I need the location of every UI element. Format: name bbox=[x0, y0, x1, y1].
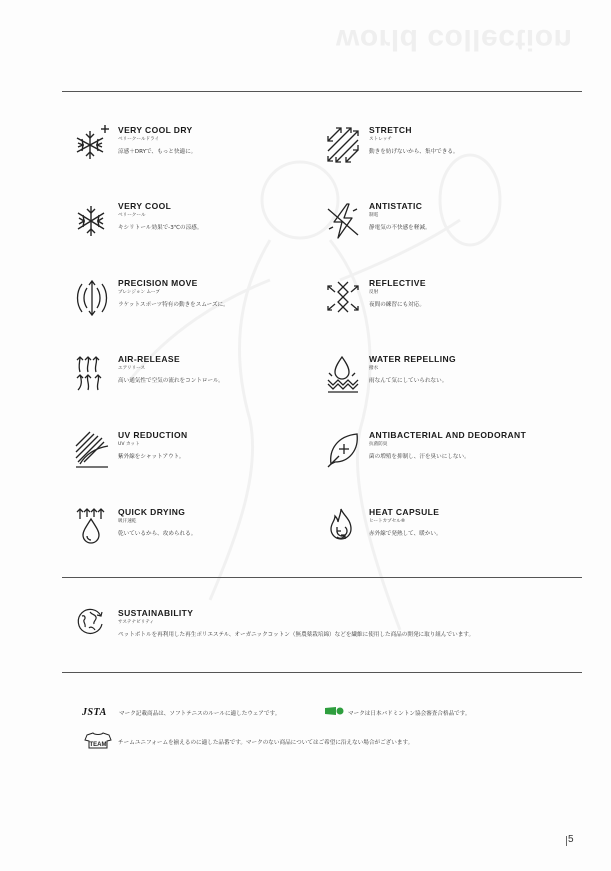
feature-name: UV REDUCTION bbox=[118, 430, 188, 440]
feature-very-cool bbox=[74, 201, 324, 255]
badminton-association-mark bbox=[324, 706, 346, 716]
feature-kana: ベリークールドライ bbox=[118, 137, 160, 142]
feature-description: 赤外線で発熱して、暖かい。 bbox=[369, 531, 442, 537]
air-release-icon bbox=[74, 354, 110, 394]
quick-drying-icon bbox=[74, 507, 110, 547]
globe-recycle-icon bbox=[75, 606, 105, 636]
feature-kana: 制電 bbox=[369, 213, 379, 218]
feature-name: AIR-RELEASE bbox=[118, 354, 181, 364]
jsta-note: マーク記載商品は、ソフトテニスのルールに適したウェアです。 bbox=[119, 711, 281, 717]
team-logo-text: TEAM bbox=[89, 742, 107, 748]
feature-name: VERY COOL DRY bbox=[118, 125, 193, 135]
feature-description: 菌の増殖を抑制し、汗を臭いにしない。 bbox=[369, 454, 470, 460]
feature-kana: 吸汗速乾 bbox=[118, 519, 137, 524]
feature-name: QUICK DRYING bbox=[118, 507, 186, 517]
snowflake-icon bbox=[74, 201, 110, 241]
feature-water-repelling bbox=[325, 354, 575, 408]
feature-description: 静電気の不快感を軽減。 bbox=[369, 225, 431, 231]
feature-kana: 反射 bbox=[369, 290, 379, 295]
feature-name: HEAT CAPSULE bbox=[369, 507, 440, 517]
feature-kana: ベリークール bbox=[118, 213, 146, 218]
uv-reduction-icon bbox=[74, 430, 110, 470]
feature-antibacterial-deodorant bbox=[325, 430, 575, 484]
feature-kana: 撥水 bbox=[369, 366, 379, 371]
feature-description: 高い通気性で空気の流れをコントロール。 bbox=[118, 378, 224, 384]
feature-name: STRETCH bbox=[369, 125, 412, 135]
feature-kana: ストレッチ bbox=[369, 137, 392, 142]
team-note: チームユニフォームを揃えるのに適した品番です。マークのない商品についてはご希望に沿えない場合がございます。 bbox=[118, 740, 414, 746]
feature-name: PRECISION MOVE bbox=[118, 278, 198, 288]
feature-reflective bbox=[325, 278, 575, 332]
water-drop-icon bbox=[325, 354, 361, 394]
feature-description: ラケットスポーツ特有の動きをスムーズに。 bbox=[118, 302, 229, 308]
feature-air-release bbox=[74, 354, 324, 408]
snowflake-plus-icon bbox=[74, 125, 110, 165]
feature-name: VERY COOL bbox=[118, 201, 172, 211]
feature-description: キシリトール効果で-3℃の涼感。 bbox=[118, 225, 203, 231]
feature-name: ANTIBACTERIAL AND DEODORANT bbox=[369, 430, 527, 440]
badminton-note: マークは日本バドミントン協会審査合格品です。 bbox=[348, 711, 471, 717]
feature-stretch bbox=[325, 125, 575, 179]
flame-icon bbox=[325, 507, 361, 547]
top-divider bbox=[62, 91, 582, 92]
leaf-plus-icon bbox=[325, 430, 361, 470]
feature-very-cool-dry bbox=[74, 125, 324, 179]
feature-description: 夜間の練習にも対応。 bbox=[369, 302, 425, 308]
feature-description: ペットボトルを再利用した再生ポリエステル、オーガニックコットン（無農薬栽培綿）などを繊維に使用した商品の開発に取り組んでいます。 bbox=[118, 632, 475, 638]
page-number-divider bbox=[566, 836, 567, 846]
jsta-logo: JSTA bbox=[82, 707, 107, 718]
bottom-divider bbox=[62, 672, 582, 673]
feature-description: 紫外線をシャットアウト。 bbox=[118, 454, 185, 460]
feature-antistatic bbox=[325, 201, 575, 255]
feature-description: 涼感＋DRYで、もっと快適に。 bbox=[118, 149, 197, 155]
precision-move-icon bbox=[74, 278, 110, 318]
reflective-icon bbox=[325, 278, 361, 318]
feature-kana: サステナビリティ bbox=[118, 620, 155, 625]
feature-name: SUSTAINABILITY bbox=[118, 608, 194, 618]
feature-name: REFLECTIVE bbox=[369, 278, 426, 288]
feature-heat-capsule bbox=[325, 507, 575, 561]
team-uniform-logo bbox=[83, 732, 113, 750]
feature-description: 乾いているから、攻められる。 bbox=[118, 531, 197, 537]
feature-sustainability bbox=[75, 606, 575, 646]
feature-kana: 抗菌防臭 bbox=[369, 442, 388, 447]
lightning-icon bbox=[325, 201, 361, 241]
middle-divider bbox=[62, 577, 582, 578]
feature-kana: UV カット bbox=[118, 442, 140, 447]
feature-precision-move bbox=[74, 278, 324, 332]
feature-description: 動きを妨げないから、集中できる。 bbox=[369, 149, 459, 155]
feature-kana: エアリリース bbox=[118, 366, 146, 371]
page-number: 5 bbox=[568, 834, 574, 845]
feature-name: WATER REPELLING bbox=[369, 354, 457, 364]
feature-kana: プレシジョン ムーブ bbox=[118, 290, 160, 295]
background-title: world collection bbox=[336, 23, 573, 56]
feature-kana: ヒートカプセル® bbox=[369, 519, 406, 524]
feature-quick-drying bbox=[74, 507, 324, 561]
feature-uv-reduction bbox=[74, 430, 324, 484]
feature-description: 雨なんて気にしていられない。 bbox=[369, 378, 448, 384]
stretch-arrows-icon bbox=[325, 125, 361, 165]
feature-name: ANTISTATIC bbox=[369, 201, 423, 211]
